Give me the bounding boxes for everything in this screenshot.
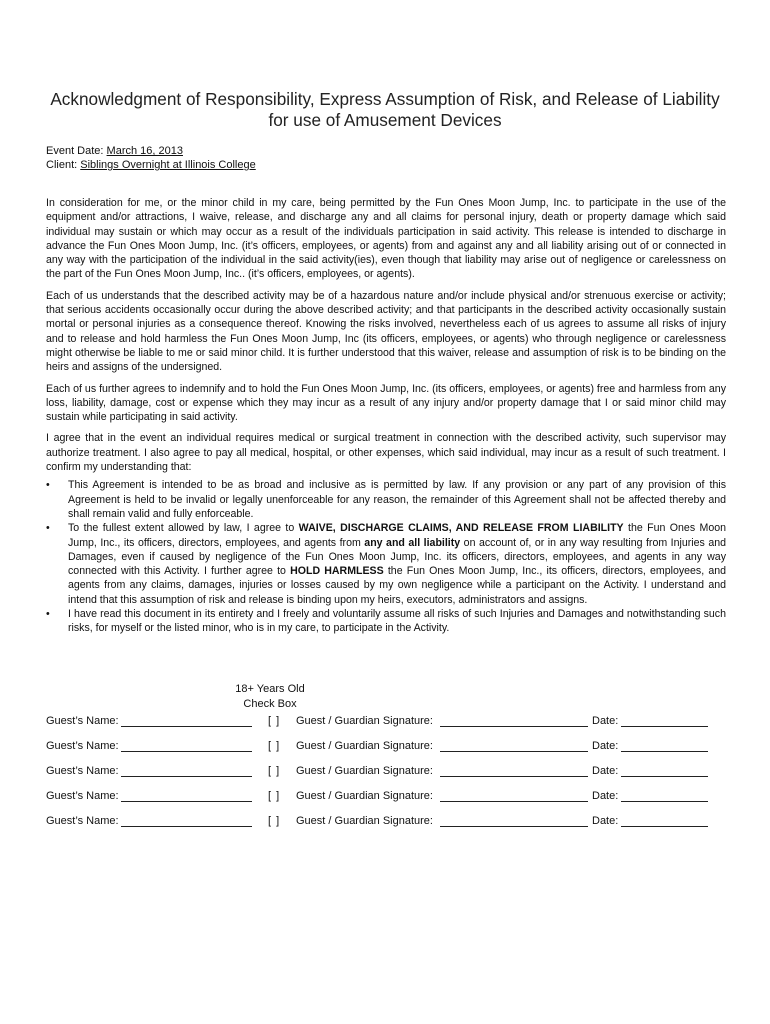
paragraph-consideration: In consideration for me, or the minor child in my care, being permitted by the Fun Ones Moon Jump, Inc. to participate in the use of the equipment and/or attractions, I waive, release, and discharge any and all claims for personal injury, death or property damage which said individual may sustain or which may occur as a result of the individuals participation in said activity. This release is intended to discharge in advance the Fun Ones Moon Jump, Inc. (it’s officers, employees, or agents) from and against any and all liability arising out of or connected in any way with the participation of the individual in the said activity(ies), even though that liability may arise out of negligence or carelessness on the part of the Fun Ones Moon Jump, Inc.. (it’s officers, employees, or agents). [46, 197, 726, 281]
signature-field[interactable] [440, 801, 588, 802]
client-label: Client: [46, 159, 78, 171]
guest-name-label: Guest’s Name: [46, 740, 119, 752]
date-label: Date: [592, 815, 619, 827]
paragraph-indemnify: Each of us further agrees to indemnify and to hold the Fun Ones Moon Jump, Inc. (its officers, employees, or agents) free and harmless from any loss, liability, damage, cost or expense which they may incur as a result of any injury and/or property damage that I or said minor child may sustain while participating in said activity. [46, 382, 726, 424]
age-checkbox[interactable]: [ ] [268, 790, 281, 802]
date-field[interactable] [621, 751, 708, 752]
list-item [46, 607, 726, 636]
list-item [46, 478, 726, 521]
signature-row [46, 740, 726, 765]
age-checkbox-header: 18+ Years Old Check Box [235, 683, 305, 710]
date-field[interactable] [621, 801, 708, 802]
signature-row [46, 765, 726, 790]
guest-name-field[interactable] [121, 801, 252, 802]
event-date-label: Event Date: [46, 145, 104, 157]
date-label: Date: [592, 790, 619, 802]
guest-name-field[interactable] [121, 726, 252, 727]
signature-label: Guest / Guardian Signature: [296, 815, 433, 827]
signature-label: Guest / Guardian Signature: [296, 765, 433, 777]
event-meta [46, 144, 256, 172]
date-label: Date: [592, 715, 619, 727]
guest-name-label: Guest’s Name: [46, 815, 119, 827]
bullet-text: This Agreement is intended to be as broad and inclusive as is permitted by law. If any provision or any part of any provision of this Agreement is held to be invalid or legally unenforceable for any reason, the remainder of this Agreement shall not be affected thereby and shall remain valid and fully enforceable. [68, 479, 726, 520]
event-date-line [46, 144, 256, 158]
guest-name-field[interactable] [121, 751, 252, 752]
list-item [46, 521, 726, 607]
bullet-icon: • [46, 522, 50, 535]
age-checkbox[interactable]: [ ] [268, 740, 281, 752]
signature-field[interactable] [440, 776, 588, 777]
paragraph-risks: Each of us understands that the described activity may be of a hazardous nature and/or include physical and/or strenuous exercise or activity; that serious accidents occasionally occur during the above described activity; and that participants in the described activity occasionally sustain mortal or personal injuries as a consequence thereof. Knowing the risks involved, nevertheless each of us agrees to assume all risks of injury and to release and hold harmless the Fun Ones Moon Jump, Inc (its officers, employees, or agents) who through negligence or carelessness might otherwise be liable to me or said minor child. It is further understood that this waiver, release and assumption of risk is to be binding on the heirs and assigns of the undersigned. [46, 289, 726, 374]
agreement-body [46, 196, 726, 636]
date-label: Date: [592, 765, 619, 777]
signature-label: Guest / Guardian Signature: [296, 790, 433, 802]
bullet-icon: • [46, 608, 50, 621]
guest-name-label: Guest’s Name: [46, 790, 119, 802]
age-checkbox[interactable]: [ ] [268, 815, 281, 827]
signature-row [46, 715, 726, 740]
guest-name-label: Guest’s Name: [46, 715, 119, 727]
signature-field[interactable] [440, 826, 588, 827]
event-date-value: March 16, 2013 [106, 145, 183, 157]
client-value: Siblings Overnight at Illinois College [80, 159, 256, 171]
signature-table [46, 715, 726, 840]
date-field[interactable] [621, 776, 708, 777]
date-label: Date: [592, 740, 619, 752]
signature-field[interactable] [440, 751, 588, 752]
bullet-icon: • [46, 479, 50, 492]
guest-name-field[interactable] [121, 776, 252, 777]
guest-name-label: Guest’s Name: [46, 765, 119, 777]
date-field[interactable] [621, 726, 708, 727]
age-checkbox[interactable]: [ ] [268, 715, 281, 727]
client-line [46, 158, 256, 172]
age-checkbox[interactable]: [ ] [268, 765, 281, 777]
signature-row [46, 790, 726, 815]
paragraph-medical: I agree that in the event an individual requires medical or surgical treatment in connection with the described activity, such supervisor may authorize treatment. I also agree to pay all medical, hospital, or other expenses, which said individual, may incur as a result of such treatment. I confirm my understanding that: [46, 432, 726, 474]
document-title: Acknowledgment of Responsibility, Express Assumption of Risk, and Release of Liability for use of Amusement Devices [50, 89, 720, 130]
signature-label: Guest / Guardian Signature: [296, 715, 433, 727]
bullet-text: To the fullest extent allowed by law, I agree to WAIVE, DISCHARGE CLAIMS, AND RELEASE FROM LIABILITY the Fun Ones Moon Jump, Inc., its officers, directors, employees, and agents from any and all liability on account of, or in any way resulting from Injuries and Damages, even if caused by negligence of the Fun Ones Moon Jump, Inc. its officers, directors, employees, and agents in any way connected with this Activity. I further agree to HOLD HARMLESS the Fun Ones Moon Jump, Inc., its officers, directors, employees, and agents from any claims, damages, injuries or losses caused by my own negligence while a participant on the Activity. I understand and intend that this assumption of risk and release is binding upon my heirs, executors, administrators and assigns. [68, 522, 727, 606]
signature-field[interactable] [440, 726, 588, 727]
understanding-list [46, 478, 726, 635]
signature-label: Guest / Guardian Signature: [296, 740, 433, 752]
bullet-text: I have read this document in its entirety and I freely and voluntarily assume all risks of such Injuries and Damages and notwithstanding such risks, for myself or the listed minor, who is in my care, to participate in the Activity. [68, 608, 726, 635]
guest-name-field[interactable] [121, 826, 252, 827]
signature-row [46, 815, 726, 840]
date-field[interactable] [621, 826, 708, 827]
